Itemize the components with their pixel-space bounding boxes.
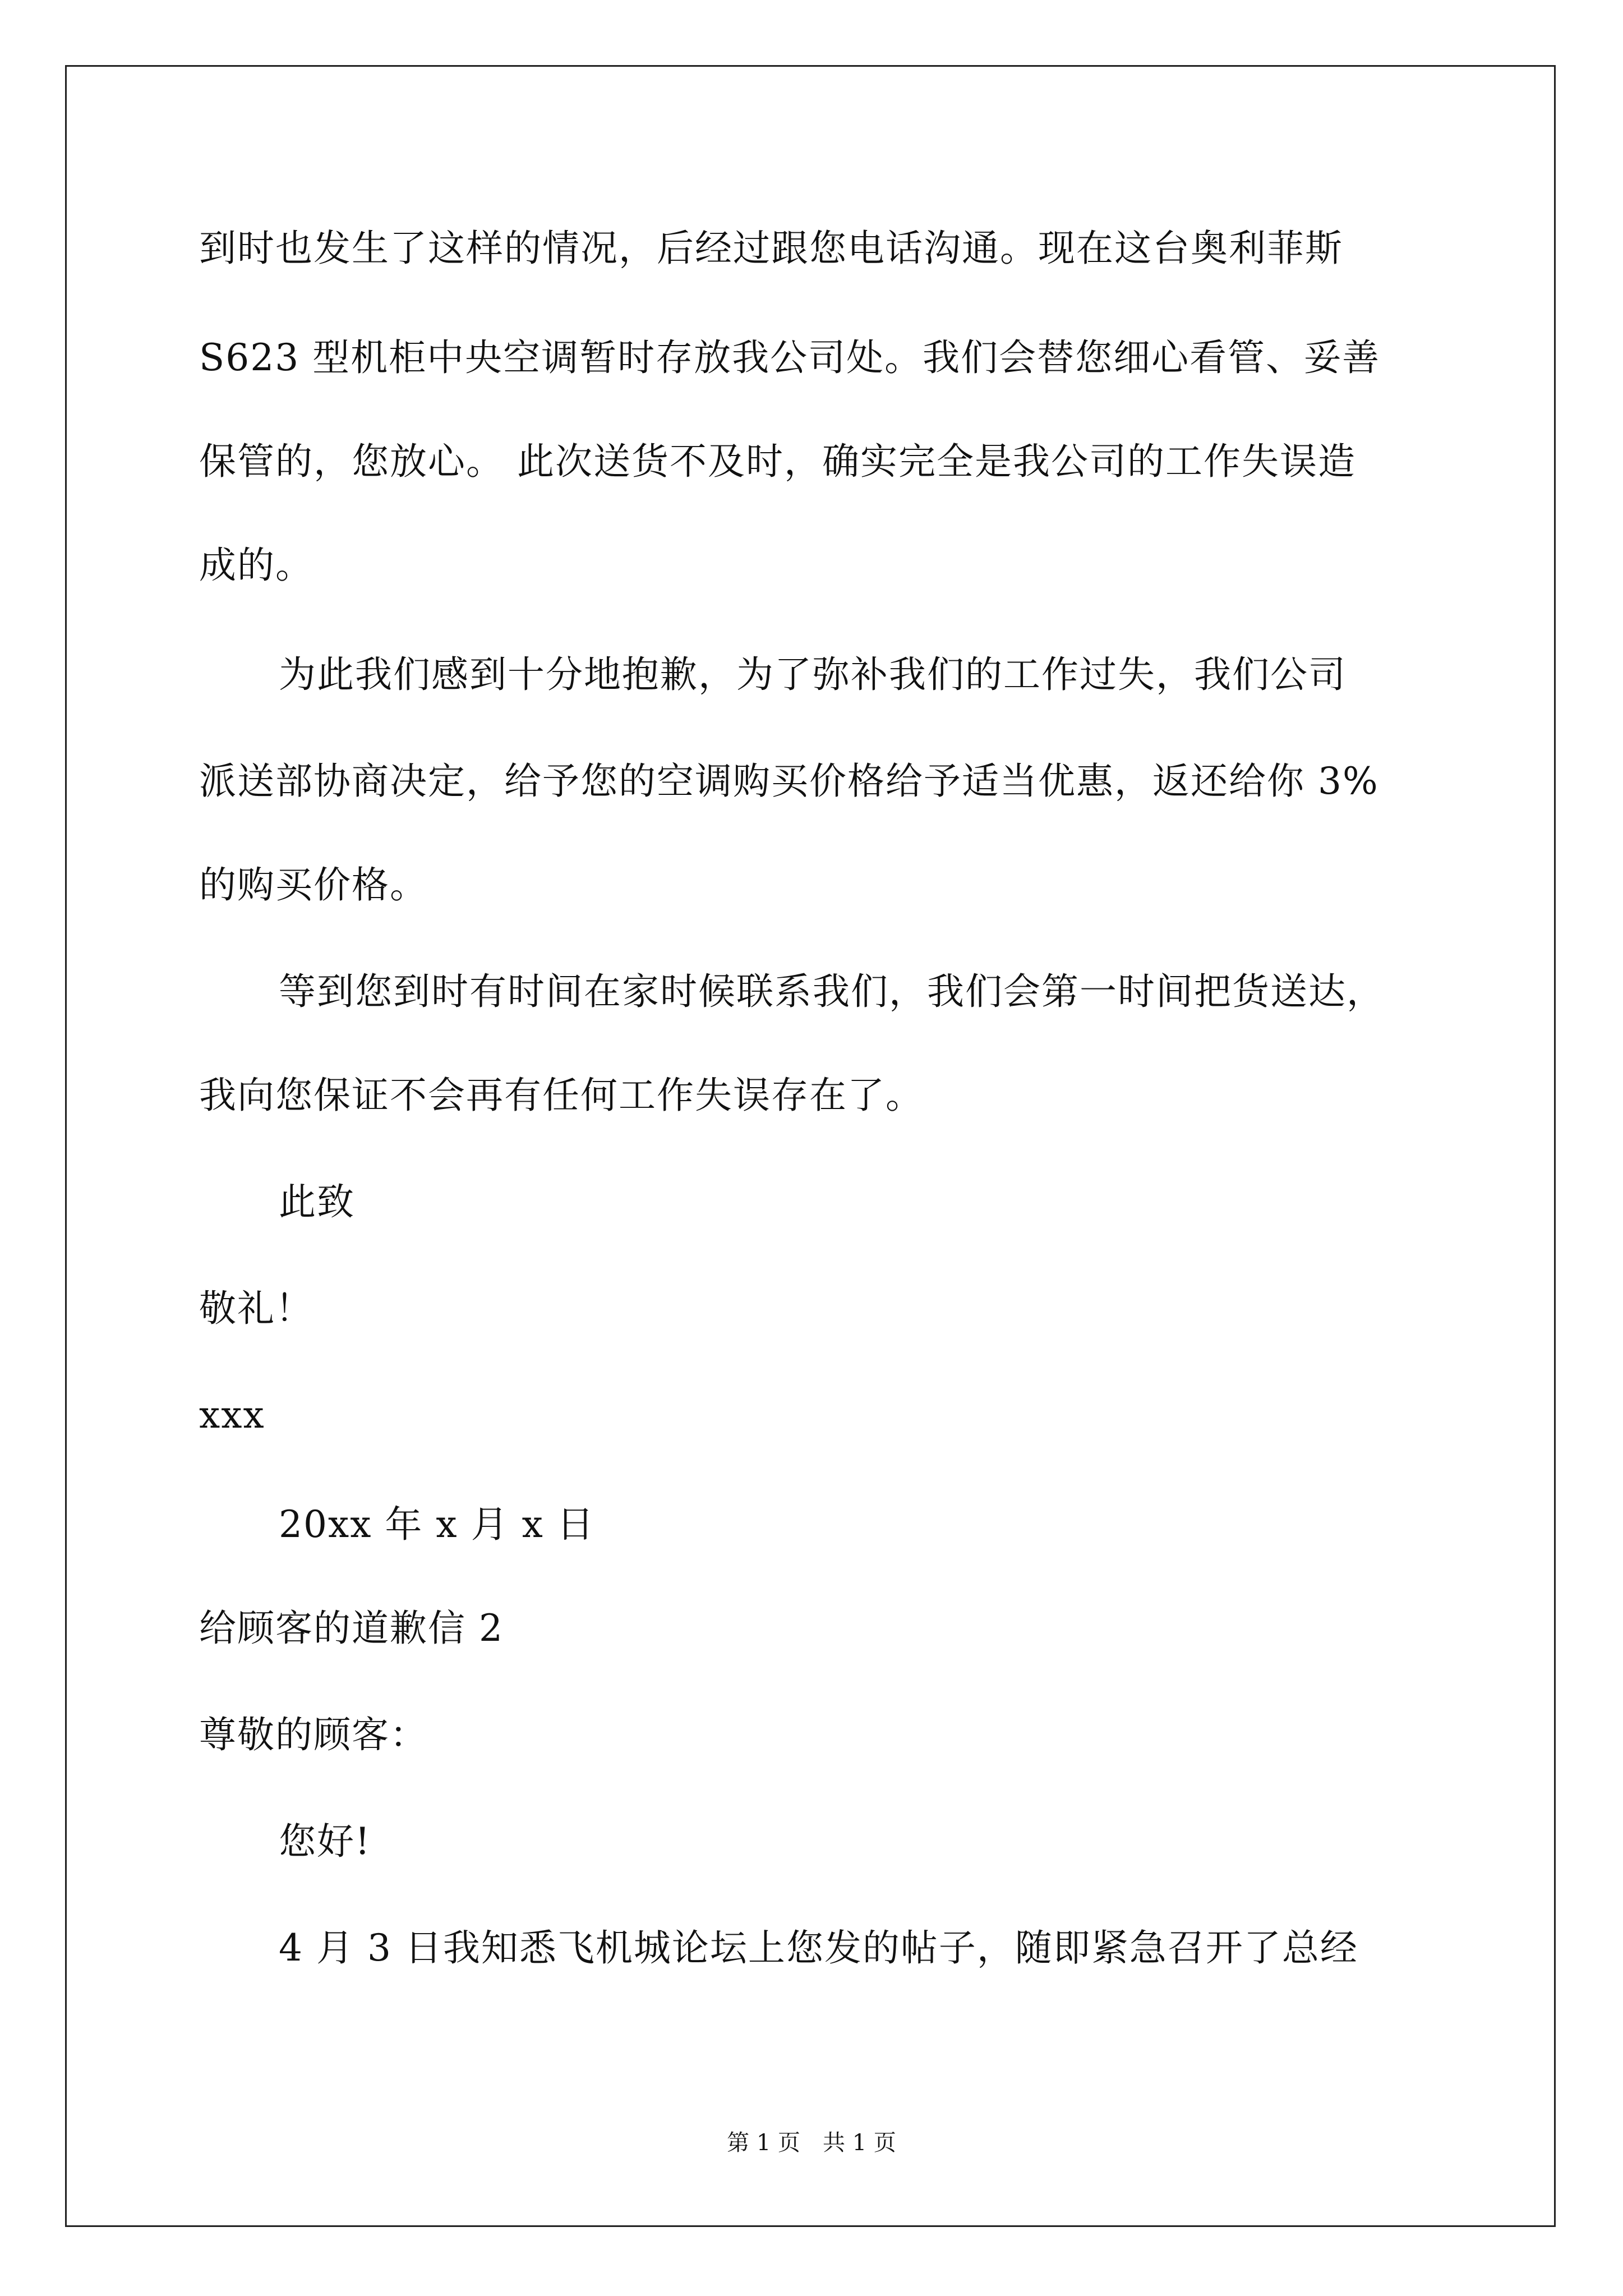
page-footer: 第 1 页 共 1 页 (727, 2130, 896, 2156)
signature-date: 20xx 年 x 月 x 日 (279, 1503, 595, 1546)
greeting: 您好! (279, 1820, 371, 1863)
body-line: 派送部协商决定，给予您的空调购买价格给予适当优惠，返还给你 3% (199, 760, 1379, 803)
greeting-recipient: 尊敬的顾客： (199, 1713, 428, 1756)
body-line: 保管的，您放心。 此次送货不及时，确实完全是我公司的工作失误造 (199, 440, 1356, 483)
signature-name: xxx (199, 1393, 265, 1437)
body-paragraph-line: 4 月 3 日我知悉飞机城论坛上您发的帖子，随即紧急召开了总经 (279, 1926, 1358, 1970)
body-line: 到时也发生了这样的情况，后经过跟您电话沟通。现在这台奥利菲斯 (199, 227, 1343, 270)
body-line: 成的。 (199, 544, 313, 587)
closing-regards: 敬礼！ (199, 1287, 313, 1330)
body-paragraph-line: 为此我们感到十分地抱歉，为了弥补我们的工作过失，我们公司 (279, 653, 1347, 696)
page-border (65, 65, 1556, 2227)
body-paragraph-line: 等到您到时有时间在家时候联系我们，我们会第一时间把货送达， (279, 970, 1385, 1013)
body-line: S623 型机柜中央空调暂时存放我公司处。我们会替您细心看管、妥善 (199, 336, 1381, 379)
section-title: 给顾客的道歉信 2 (199, 1607, 504, 1650)
body-line: 的购买价格。 (199, 863, 428, 907)
body-line: 我向您保证不会再有任何工作失误存在了。 (199, 1074, 924, 1117)
closing-salutation: 此致 (279, 1180, 355, 1223)
